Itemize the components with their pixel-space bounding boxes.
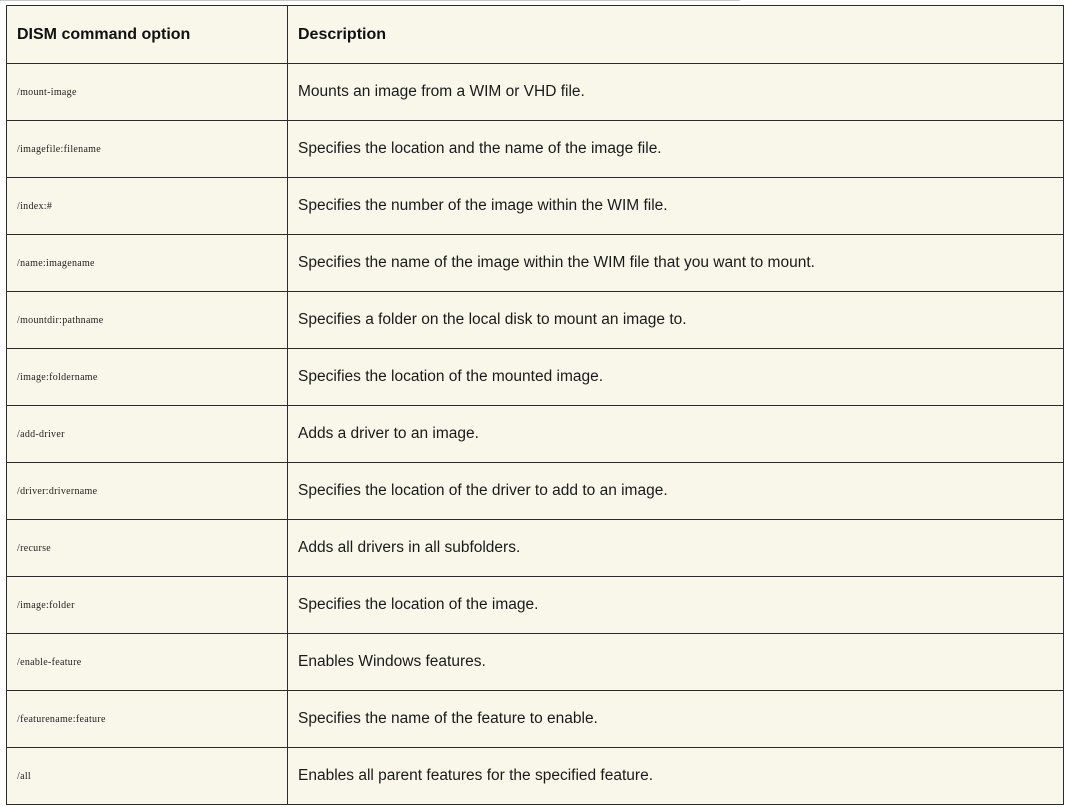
option-cell: /driver:drivername — [7, 463, 288, 520]
description-cell: Specifies the location and the name of the image file. — [288, 121, 1064, 178]
option-cell: /mountdir:pathname — [7, 292, 288, 349]
table-row — [7, 121, 1064, 178]
option-cell: /index:# — [7, 178, 288, 235]
description-cell: Adds all drivers in all subfolders. — [288, 520, 1064, 577]
option-cell: /mount-image — [7, 64, 288, 121]
description-cell: Adds a driver to an image. — [288, 406, 1064, 463]
table-row — [7, 349, 1064, 406]
option-cell: /name:imagename — [7, 235, 288, 292]
table-row — [7, 463, 1064, 520]
table-row — [7, 178, 1064, 235]
table-row — [7, 577, 1064, 634]
header-description: Description — [288, 6, 1064, 64]
option-cell: /image:foldername — [7, 349, 288, 406]
description-cell: Specifies the location of the mounted image. — [288, 349, 1064, 406]
description-cell: Specifies a folder on the local disk to mount an image to. — [288, 292, 1064, 349]
dism-options-table — [6, 5, 1064, 805]
option-cell: /imagefile:filename — [7, 121, 288, 178]
description-cell: Enables all parent features for the specified feature. — [288, 748, 1064, 805]
table-row — [7, 520, 1064, 577]
table-row — [7, 235, 1064, 292]
table-row — [7, 64, 1064, 121]
description-cell: Specifies the number of the image within the WIM file. — [288, 178, 1064, 235]
option-cell: /featurename:feature — [7, 691, 288, 748]
table-row — [7, 748, 1064, 805]
table-header-row — [7, 6, 1064, 64]
description-cell: Specifies the name of the feature to enable. — [288, 691, 1064, 748]
description-cell: Specifies the location of the image. — [288, 577, 1064, 634]
description-cell: Mounts an image from a WIM or VHD file. — [288, 64, 1064, 121]
table-row — [7, 406, 1064, 463]
table-row — [7, 634, 1064, 691]
table-row — [7, 691, 1064, 748]
header-option: DISM command option — [7, 6, 288, 64]
option-cell: /image:folder — [7, 577, 288, 634]
option-cell: /recurse — [7, 520, 288, 577]
option-cell: /all — [7, 748, 288, 805]
top-divider — [0, 0, 740, 1]
table-row — [7, 292, 1064, 349]
option-cell: /add-driver — [7, 406, 288, 463]
description-cell: Enables Windows features. — [288, 634, 1064, 691]
description-cell: Specifies the name of the image within the WIM file that you want to mount. — [288, 235, 1064, 292]
option-cell: /enable-feature — [7, 634, 288, 691]
description-cell: Specifies the location of the driver to add to an image. — [288, 463, 1064, 520]
